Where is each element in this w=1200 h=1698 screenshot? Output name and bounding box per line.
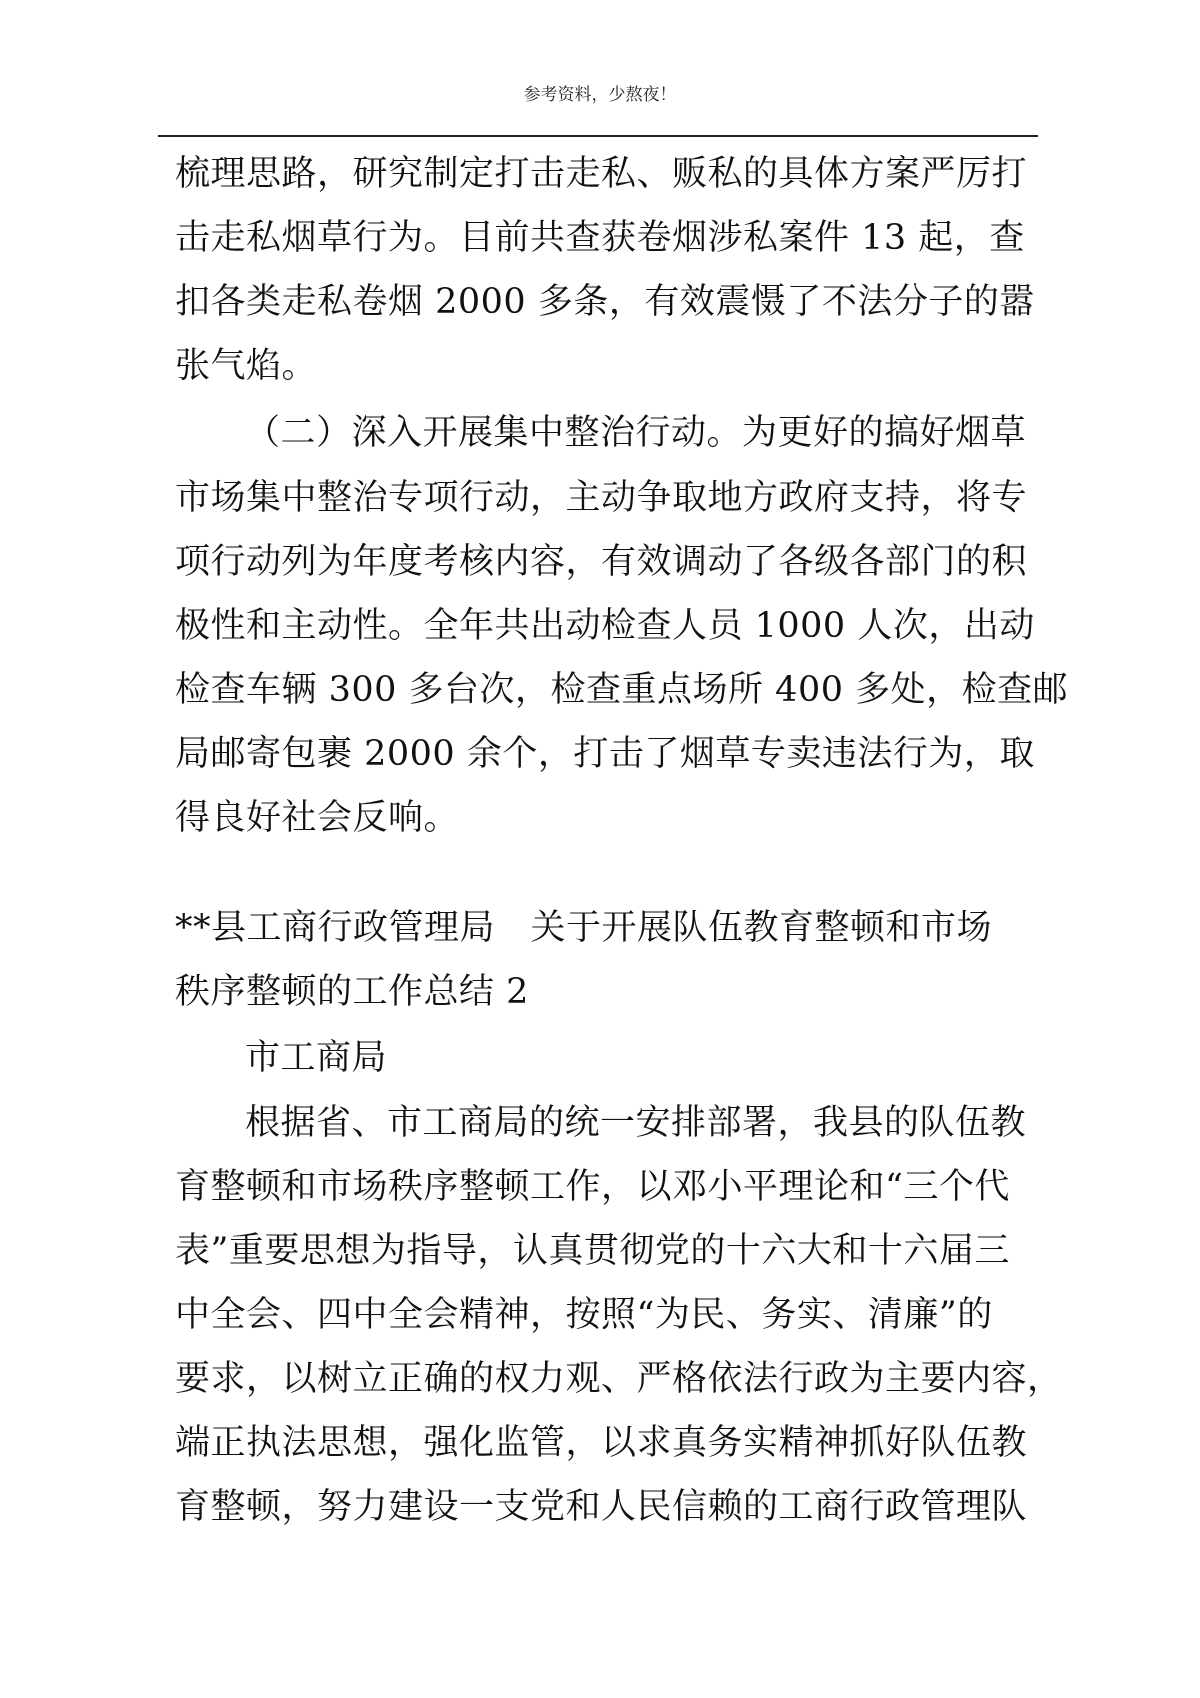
body-line: 育整顿和市场秩序整顿工作，以邓小平理论和“三个代 bbox=[175, 1167, 1010, 1207]
body-line: 端正执法思想，强化监管，以求真务实精神抓好队伍教 bbox=[175, 1423, 1028, 1463]
page-header: 参考资料，少熬夜！ bbox=[523, 85, 677, 105]
body-line: 扣各类走私卷烟 2000 多条，有效震慑了不法分子的嚣 bbox=[175, 282, 1035, 322]
body-line: 要求，以树立正确的权力观、严格依法行政为主要内容， bbox=[175, 1359, 1063, 1399]
body-line: 中全会、四中全会精神，按照“为民、务实、清廉”的 bbox=[175, 1295, 993, 1335]
body-line: 表”重要思想为指导，认真贯彻党的十六大和十六届三 bbox=[175, 1231, 1010, 1271]
body-line: 击走私烟草行为。目前共查获卷烟涉私案件 13 起，查 bbox=[175, 218, 1025, 258]
body-line: 局邮寄包裹 2000 余个，打击了烟草专卖违法行为，取 bbox=[175, 734, 1035, 774]
body-line: 市场集中整治专项行动，主动争取地方政府支持，将专 bbox=[175, 478, 1028, 518]
document-title: **县工商行政管理局 关于开展队伍教育整顿和市场 bbox=[175, 908, 993, 948]
body-line: 张气焰。 bbox=[175, 346, 318, 386]
header-divider bbox=[158, 135, 1038, 137]
body-line: 得良好社会反响。 bbox=[175, 798, 460, 838]
body-line: 项行动列为年度考核内容，有效调动了各级各部门的积 bbox=[175, 542, 1028, 582]
body-line: 检查车辆 300 多台次，检查重点场所 400 多处，检查邮 bbox=[175, 670, 1069, 710]
section-heading: （二）深入开展集中整治行动。为更好的搞好烟草 bbox=[245, 413, 1027, 453]
body-line: 极性和主动性。全年共出动检查人员 1000 人次，出动 bbox=[175, 606, 1035, 646]
body-line: 育整顿，努力建设一支党和人民信赖的工商行政管理队 bbox=[175, 1487, 1028, 1527]
document-title: 秩序整顿的工作总结 2 bbox=[175, 972, 529, 1012]
recipient: 市工商局 bbox=[245, 1038, 388, 1078]
body-line: 根据省、市工商局的统一安排部署，我县的队伍教 bbox=[245, 1103, 1027, 1143]
body-line: 梳理思路，研究制定打击走私、贩私的具体方案严厉打 bbox=[175, 154, 1028, 194]
